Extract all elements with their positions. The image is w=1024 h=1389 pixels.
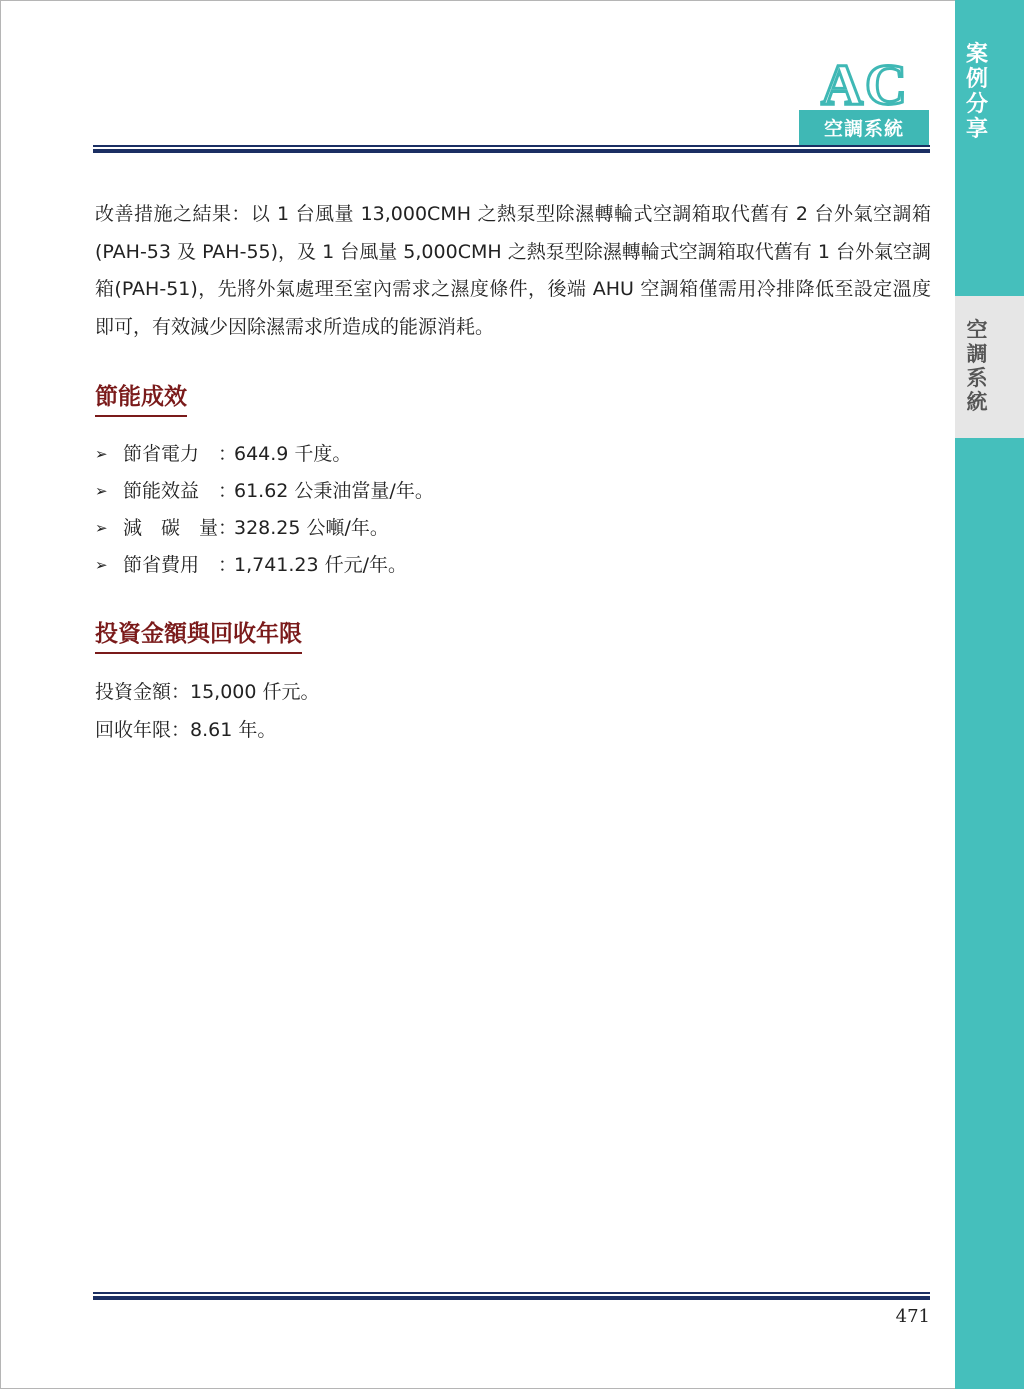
item-label: 節能效益 — [123, 480, 200, 502]
side-tab-char: 分 — [965, 92, 988, 117]
arrow-bullet-icon: ➢ — [95, 556, 108, 574]
logo-subtitle: 空調系統 — [799, 110, 929, 145]
list-item — [95, 510, 434, 547]
savings-list — [95, 436, 434, 584]
side-tab-char: 案 — [965, 42, 988, 67]
side-tab-char: 例 — [965, 67, 988, 92]
item-value: 61.62 公秉油當量/年。 — [234, 480, 434, 502]
side-tab-char: 空 — [966, 318, 988, 342]
item-separator: ： — [218, 443, 238, 465]
item-separator: ： — [218, 517, 238, 539]
arrow-bullet-icon: ➢ — [95, 445, 108, 463]
item-value: 644.9 千度。 — [234, 443, 352, 465]
investment-amount: 投資金額：15,000 仟元。 — [95, 681, 320, 703]
arrow-bullet-icon: ➢ — [95, 519, 108, 537]
list-item — [95, 436, 434, 473]
footer-rule — [93, 1292, 930, 1300]
side-band — [955, 0, 1024, 1389]
item-separator: ： — [218, 554, 238, 576]
item-label: 節省電力 — [123, 443, 200, 465]
payback-period: 回收年限：8.61 年。 — [95, 719, 277, 741]
side-tab-char: 調 — [966, 342, 988, 366]
investment-lines — [95, 673, 320, 749]
side-tab-case-study[interactable] — [962, 42, 992, 142]
header-rule — [93, 145, 930, 153]
ac-logo — [806, 58, 924, 110]
savings-heading: 節能成效 — [95, 382, 187, 417]
item-value: 328.25 公噸/年。 — [234, 517, 389, 539]
side-tab-char: 統 — [966, 390, 988, 414]
improvement-paragraph: 改善措施之結果：以 1 台風量 13,000CMH 之熱泵型除濕轉輪式空調箱取代舊有 2 台外氣空調箱(PAH-53 及 PAH-55)，及 1 台風量 5,000CMH 之熱泵型除濕轉輪式空調箱取代舊有 1 台外氣空調箱(PAH-51)，先將外氣處理至室內需求之濕度條件，後端 AHU 空調箱僅需用冷排降低至設定溫度即可，有效減少因除濕需求所造成的能源消耗。 — [95, 203, 931, 338]
side-tab-ac-system[interactable] — [962, 318, 992, 414]
main-content — [95, 196, 931, 346]
list-item — [95, 473, 434, 510]
item-label: 減 碳 量 — [123, 517, 219, 539]
logo-text: AC — [821, 58, 909, 110]
item-label: 節省費用 — [123, 554, 200, 576]
item-value: 1,741.23 仟元/年。 — [234, 554, 408, 576]
page-number: 471 — [895, 1306, 930, 1327]
list-item — [95, 547, 434, 584]
arrow-bullet-icon: ➢ — [95, 482, 108, 500]
investment-heading: 投資金額與回收年限 — [95, 619, 302, 654]
side-tab-char: 系 — [966, 366, 988, 390]
side-tab-char: 享 — [965, 117, 988, 142]
item-separator: ： — [218, 480, 238, 502]
